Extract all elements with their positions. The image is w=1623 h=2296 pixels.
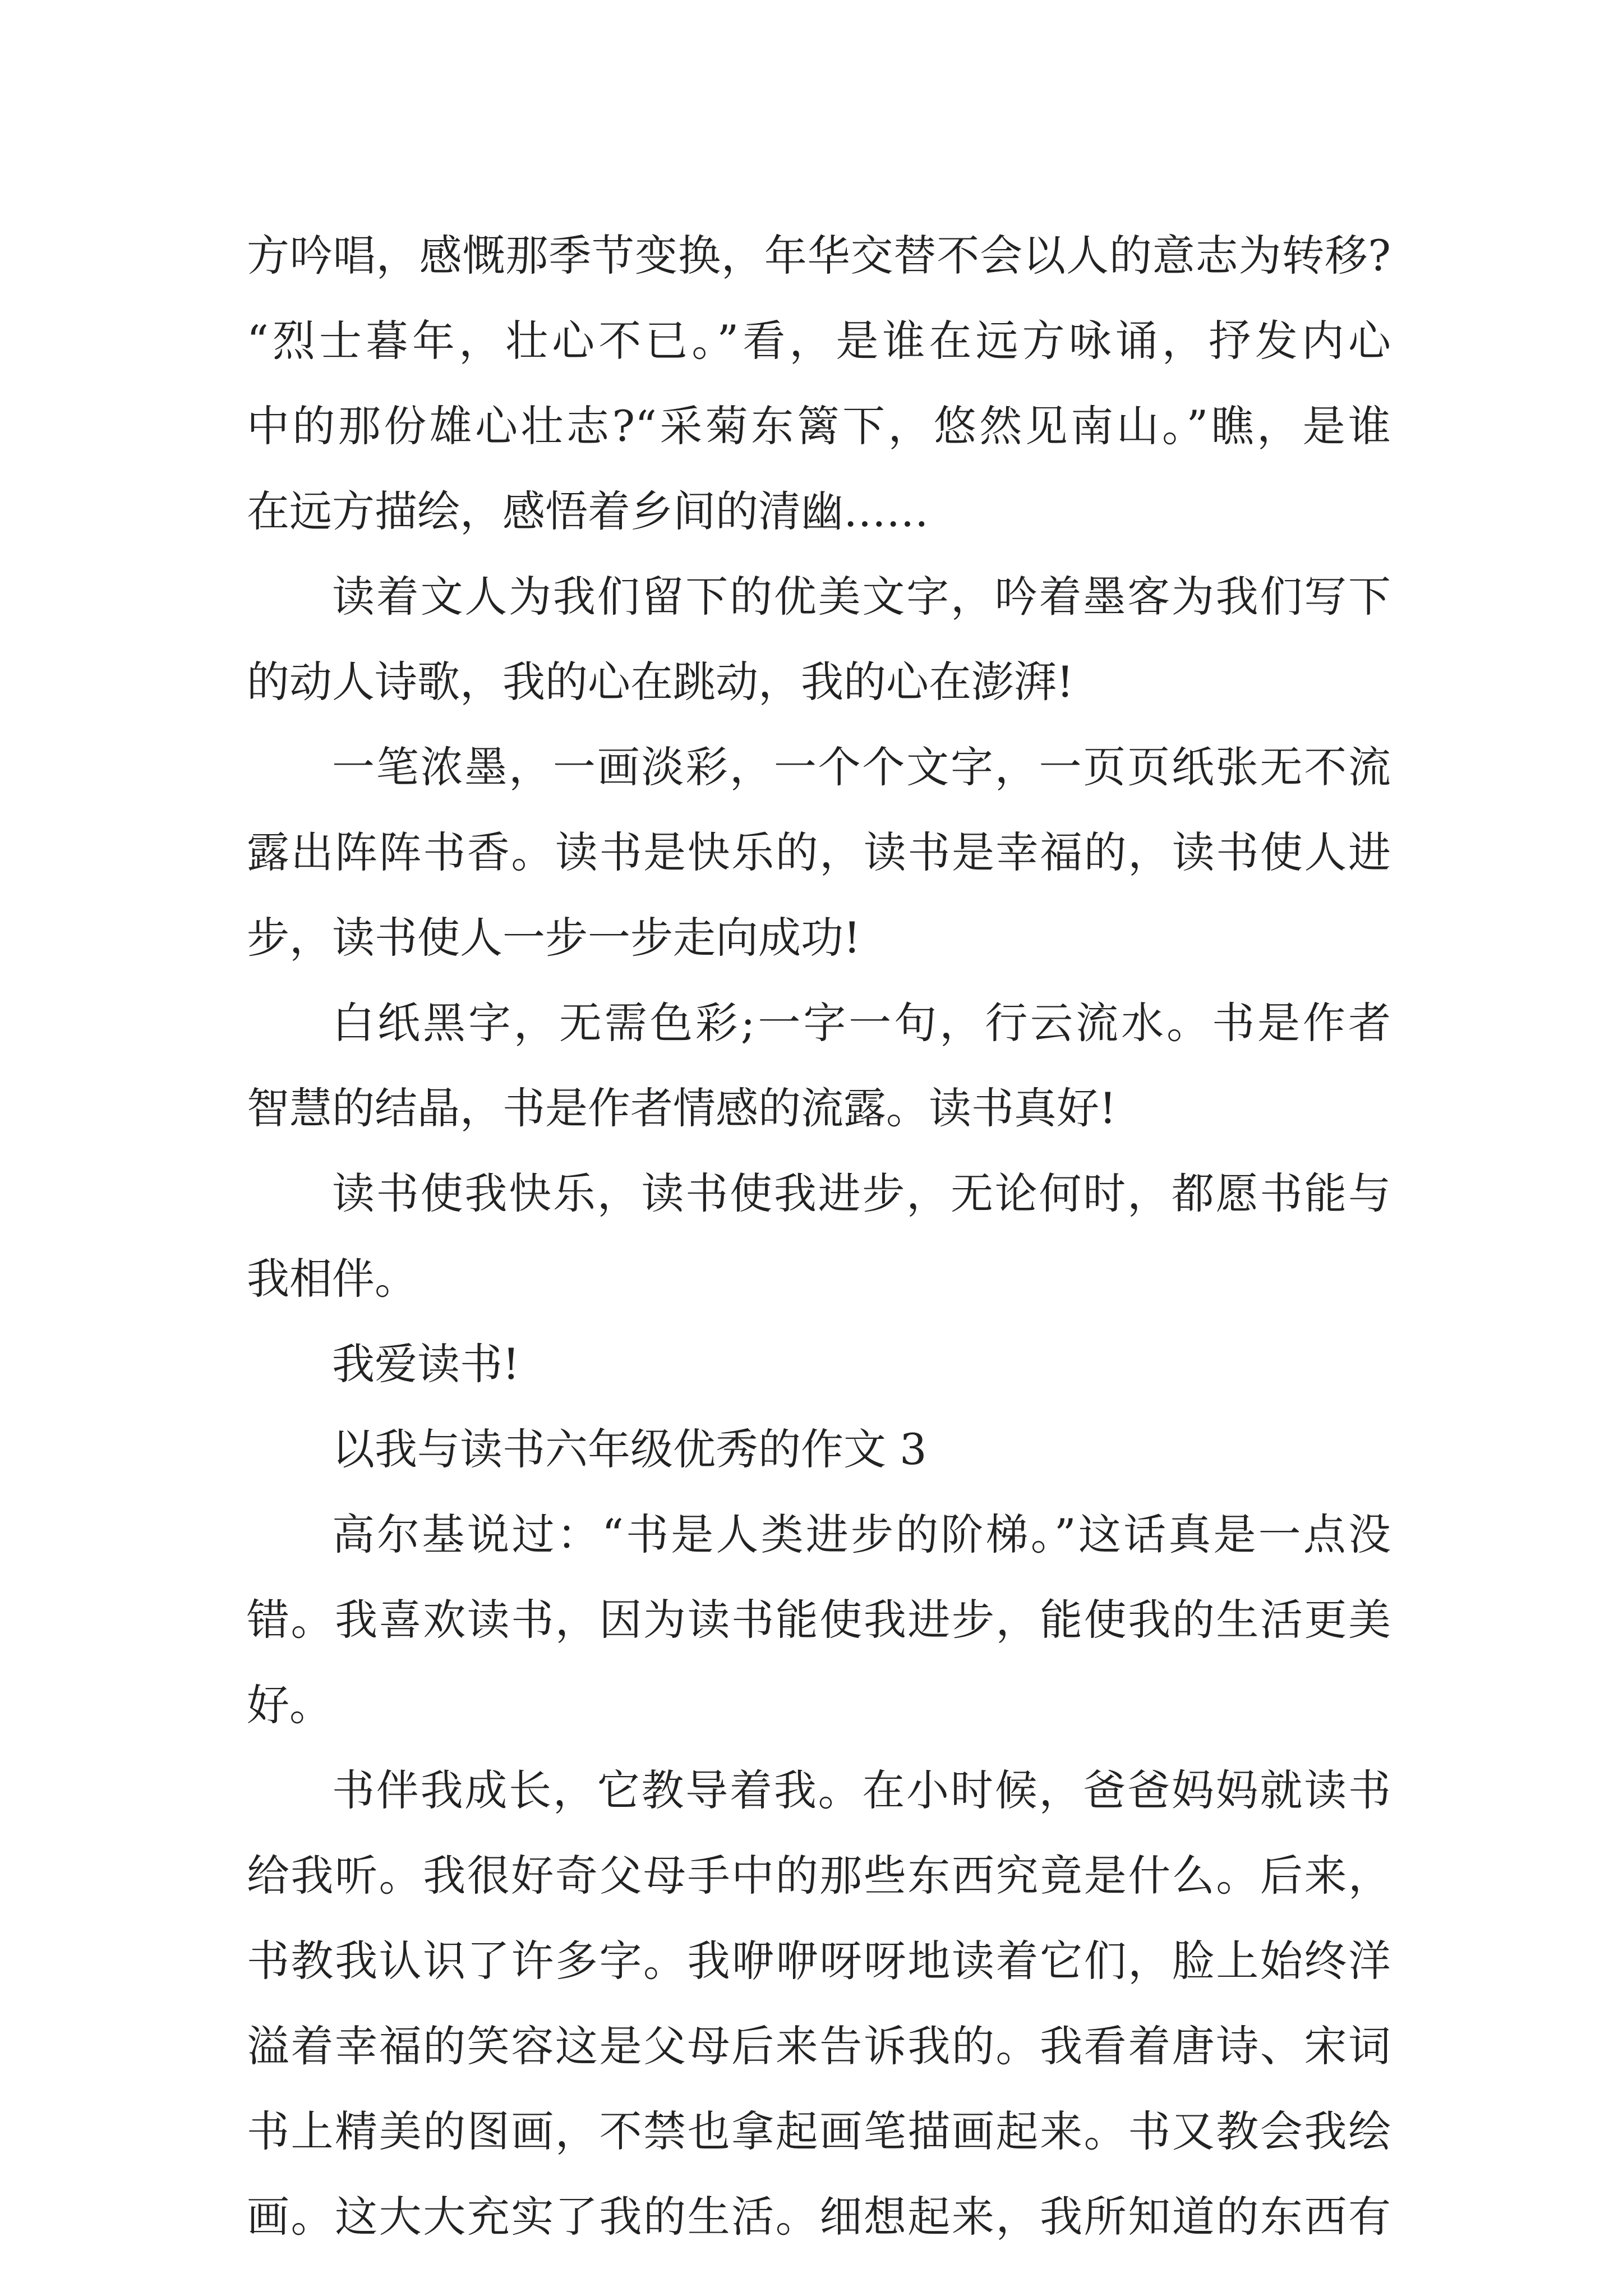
text-line: “烈士暮年，壮心不已。”看，是谁在远方咏诵，抒发内心 [247,316,1391,366]
paragraph-first-line: 高尔基说过：“书是人类进步的阶梯。”这话真是一点没 [332,1510,1391,1559]
text-line: 智慧的结晶，书是作者情感的流露。读书真好! [247,1083,1117,1133]
text-line: 我相伴。 [247,1254,417,1304]
document-body [247,213,1391,2260]
text-line: 露出阵阵书香。读书是快乐的，读书是幸福的，读书使人进 [247,827,1391,877]
text-line: 溢着幸福的笑容这是父母后来告诉我的。我看着唐诗、宋词 [247,2021,1391,2071]
text-line: 在远方描绘，感悟着乡间的清幽…… [247,486,929,536]
text-line: 画。这大大充实了我的生活。细想起来，我所知道的东西有 [247,2192,1391,2242]
section-heading: 以我与读书六年级优秀的作文 3 [332,1424,927,1474]
paragraph-first-line: 我爱读书! [332,1339,520,1389]
paragraph-first-line: 书伴我成长，它教导着我。在小时候，爸爸妈妈就读书 [332,1765,1391,1815]
text-line: 方吟唱，感慨那季节变换，年华交替不会以人的意志为转移? [247,231,1391,280]
text-line: 书上精美的图画，不禁也拿起画笔描画起来。书又教会我绘 [247,2106,1391,2156]
paragraph-first-line: 一笔浓墨，一画淡彩，一个个文字，一页页纸张无不流 [332,742,1391,792]
text-line: 的动人诗歌，我的心在跳动，我的心在澎湃! [247,657,1074,707]
paragraph-first-line: 读着文人为我们留下的优美文字，吟着墨客为我们写下 [332,572,1391,622]
text-line: 书教我认识了许多字。我咿咿呀呀地读着它们，脸上始终洋 [247,1936,1391,1986]
text-line: 好。 [247,1680,332,1730]
text-line: 中的那份雄心壮志?“采菊东篱下，悠然见南山。”瞧，是谁 [247,401,1391,451]
paragraph-first-line: 白纸黑字，无需色彩;一字一句，行云流水。书是作者 [332,998,1391,1048]
text-line: 错。我喜欢读书，因为读书能使我进步，能使我的生活更美 [247,1595,1391,1645]
paragraph-first-line: 读书使我快乐，读书使我进步，无论何时，都愿书能与 [332,1168,1391,1218]
text-line: 给我听。我很好奇父母手中的那些东西究竟是什么。后来， [247,1851,1391,1901]
text-line: 步，读书使人一步一步走向成功! [247,913,861,963]
